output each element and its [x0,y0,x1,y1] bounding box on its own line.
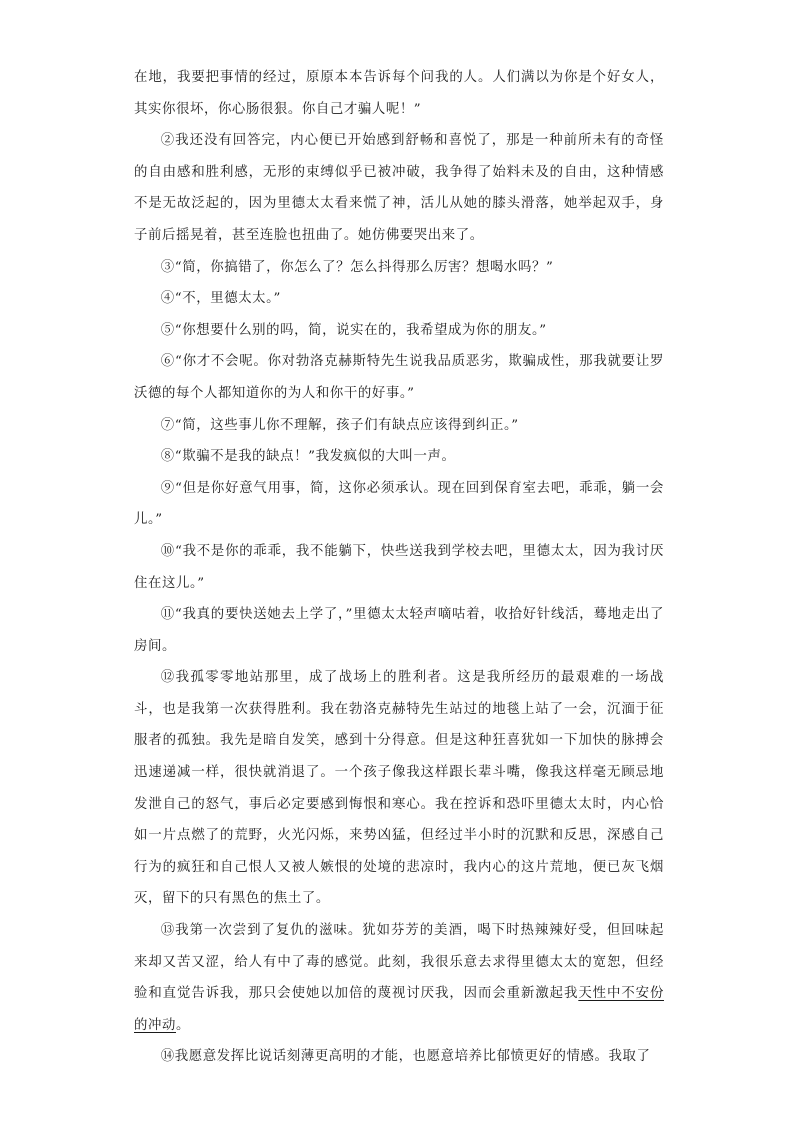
paragraph-3: ③“简，你搞错了，你怎么了？怎么抖得那么厉害？想喝水吗？” [160,259,554,275]
paragraph-10: ⑩“我不是你的乖乖，我不能躺下，快些送我到学校去吧，里德太太，因为我讨厌住在这儿。” [134,543,664,591]
paragraph-13 [134,915,664,1041]
paragraph-11: ⑪“我真的要快送她去上学了，”里德太太轻声嘀咕着，收拾好针线活，蓦地走出了房间。 [134,607,664,654]
underlined-phrase: 天性中不安份的冲动 [134,986,664,1033]
paragraph-8: ⑧“欺骗不是我的缺点！”我发疯似的大叫一声。 [160,449,456,465]
paragraph-5: ⑤“你想要什么别的吗，简，说实在的，我希望成为你的朋友。” [160,322,547,338]
paragraph-13-text: ⑬我第一次尝到了复仇的滋味。犹如芬芳的美酒，喝下时热辣辣好受，但回味起来却又苦又涩，给人有中了毒的感觉。此刻，我很乐意去求得里德太太的宽恕，但经验和直觉告诉我，那只会使她以加倍的蔑视讨厌我，因而会重新激起我 [134,923,664,1002]
paragraph-9: ⑨“但是你好意气用事，简，这你必须承认。现在回到保育室去吧，乖乖，躺一会儿。” [134,480,664,528]
paragraph-13-end: 。 [175,1017,190,1033]
paragraph-6: ⑥“你才不会呢。你对勃洛克赫斯特先生说我品质恶劣，欺骗成性，那我就要让罗沃德的每个人都知道你的为人和你干的好事。” [134,354,664,401]
body-text [134,62,664,1073]
paragraph-7: ⑦“简，这些事儿你不理解，孩子们有缺点应该得到纠正。” [160,417,519,433]
paragraph-12: ⑫我孤零零地站那里，成了战场上的胜利者。这是我所经历的最艰难的一场战斗，也是我第一次获得胜利。我在勃洛克赫特先生站过的地毯上站了一会，沉湎于征服者的孤独。我先是暗自发笑，感到十分得意。但是这种狂喜犹如一下加快的脉搏会迅速递减一样，很快就消退了。一个孩子像我这样跟长辈斗嘴，像我这样毫无顾忌地发泄自己的怒气，事后必定要感到悔恨和寒心。我在控诉和恐吓里德太太时，内心恰如一片点燃了的荒野，火光闪烁，来势凶猛，但经过半小时的沉默和反思，深感自己行为的疯狂和自己恨人又被人嫉恨的处境的悲凉时，我内心的这片荒地，便已灰飞烟灭，留下的只有黑色的焦土了。 [134,670,664,907]
paragraph-14: ⑭我愿意发挥比说话刻薄更高明的才能，也愿意培养比郁愤更好的情感。我取了 [160,1049,651,1065]
paragraph-2: ②我还没有回答完，内心便已开始感到舒畅和喜悦了，那是一种前所未有的奇怪的自由感和胜利感，无形的束缚似乎已被冲破，我争得了始料未及的自由，这种情感不是无故泛起的，因为里德太太看来慌了神，活儿从她的膝头滑落，她举起双手，身子前后摇晃着，甚至连脸也扭曲了。她仿佛要哭出来了。 [134,133,664,243]
paragraph-continued: 在地，我要把事情的经过，原原本本告诉每个问我的人。人们满以为你是个好女人，其实你很坏，你心肠很狠。你自己才骗人呢！” [134,70,664,117]
paragraph-4: ④“不，里德太太。” [160,291,281,307]
